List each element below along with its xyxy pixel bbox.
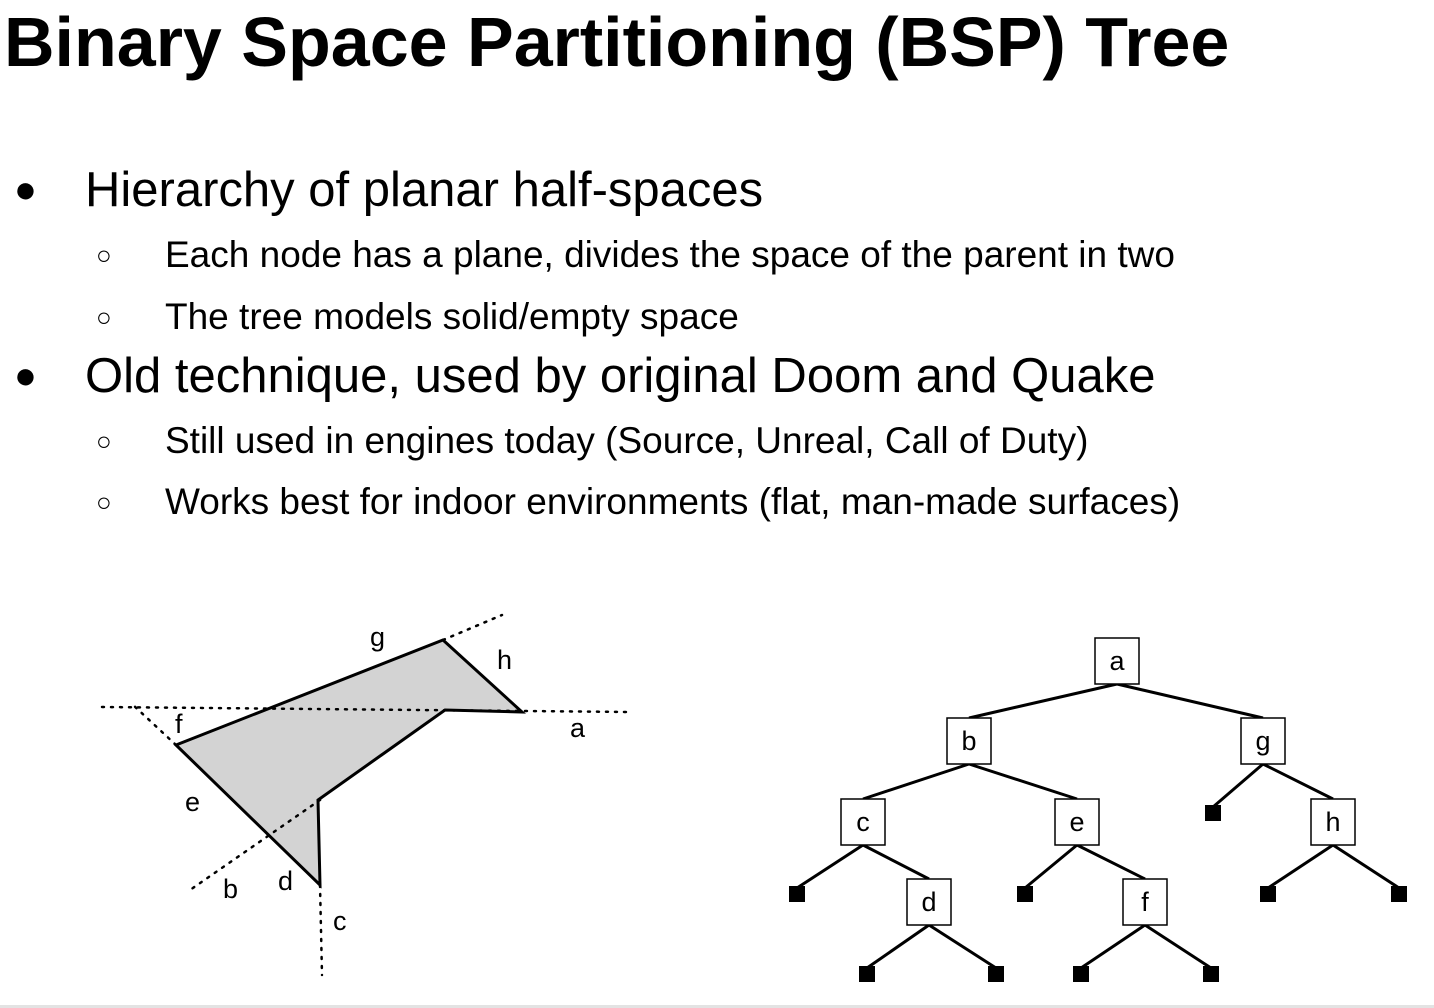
tree-leaf [1205, 805, 1221, 821]
edge-label-g: g [370, 622, 386, 652]
hollow-bullet-icon: ○ [96, 426, 112, 456]
sub-bullet-text: Each node has a plane, divides the space of the parent in two [165, 234, 1175, 275]
tree-edge [1081, 925, 1145, 968]
tree-node-label-e: e [1069, 807, 1085, 837]
tree-edge [863, 764, 969, 799]
tree-edge [1117, 684, 1263, 718]
edge-label-d: d [278, 866, 294, 896]
hollow-bullet-icon: ○ [96, 302, 112, 332]
filled-bullet-icon: ● [14, 355, 37, 397]
bullet-text: Hierarchy of planar half-spaces [85, 163, 764, 217]
slide-title: Binary Space Partitioning (BSP) Tree [4, 3, 1230, 81]
tree-edge [1145, 925, 1211, 968]
hollow-bullet-icon: ○ [96, 487, 112, 517]
tree-leaf [988, 966, 1004, 982]
tree-node-label-b: b [961, 726, 977, 756]
tree-leaf [859, 966, 875, 982]
filled-bullet-icon: ● [14, 169, 37, 211]
edge-label-b: b [223, 874, 239, 904]
tree-node-label-c: c [856, 807, 870, 837]
tree-leaf [1017, 886, 1033, 902]
sub-bullet-text: The tree models solid/empty space [165, 296, 739, 337]
tree-edge [1268, 845, 1333, 888]
edge-label-h: h [497, 645, 513, 675]
tree-edge [1025, 845, 1077, 888]
tree-edge [969, 684, 1117, 718]
tree-edge [969, 764, 1077, 799]
tree-edge [1213, 764, 1263, 807]
tree-node-label-f: f [1141, 887, 1149, 917]
edge-label-e: e [185, 787, 201, 817]
edge-label-f: f [175, 709, 183, 739]
tree-node-label-d: d [921, 887, 937, 917]
edge-label-a: a [570, 713, 586, 743]
tree-leaf [1260, 886, 1276, 902]
tree-leaf [1203, 966, 1219, 982]
tree-edge [863, 845, 929, 879]
sub-bullet-text: Still used in engines today (Source, Unreal, Call of Duty) [165, 420, 1089, 461]
hollow-bullet-icon: ○ [96, 240, 112, 270]
tree-leaf [789, 886, 805, 902]
tree-node-label-a: a [1109, 646, 1125, 676]
tree-edge [867, 925, 929, 968]
tree-edge [929, 925, 996, 968]
tree-leaf [1073, 966, 1089, 982]
tree-edge [1077, 845, 1145, 879]
tree-leaf [1391, 886, 1407, 902]
edge-label-c: c [333, 906, 347, 936]
tree-edge [1263, 764, 1333, 799]
tree-node-label-g: g [1255, 726, 1271, 756]
bullet-text: Old technique, used by original Doom and Quake [85, 349, 1156, 403]
tree-edge [797, 845, 863, 888]
tree-node-label-h: h [1325, 807, 1341, 837]
tree-edge [1333, 845, 1399, 888]
sub-bullet-text: Works best for indoor environments (flat, man-made surfaces) [165, 481, 1181, 522]
